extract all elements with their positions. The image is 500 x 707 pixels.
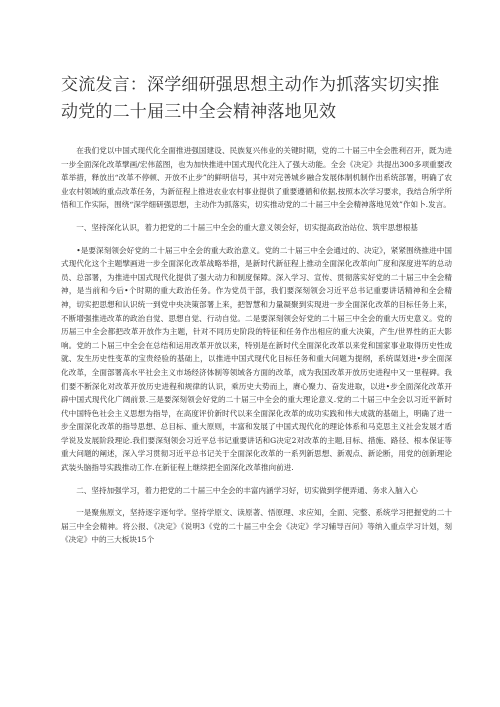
section-2-body: 一是聚焦原文，坚持逐字逐句学。坚持学原文、读原著、悟原理、求应知，全面、完整、系统学习把握党的二十届三中全会精神。将公报、《决定》《说明3《党的二十届三中全会《决定》学习辅导百问》等纳入重点学习计划，刻《决定》中的三大板块15个 <box>61 508 452 545</box>
document-title: 交流发言：深学细研强思想主动作为抓落实切实推动党的二十届三中全会精神落地见效 <box>61 75 440 122</box>
section-1-body: •是要深刻领会好党的二十届三中全会的重大政治意义。党的二十届三中全会通过的、决定》，紧紧围绕推进中国式现代化这个主题擘画进一步全面深化改革战略举措，是新时代新征程上推动全面深化改革向广度和深度进军的总动员、总部署，为推进中国式现代化提供了强大动力和制度保障。深入学习、宣传、贯彻落实好党的二十届三中全会精神，是当前和今后•个时期的重大政治任务。作为党员干部，我们要深刻领会习近平总书记重要讲话精神和全会精神，切实把思想和认识统一到党中央决策部署上来，把智慧和力量凝聚到实现进一步全面深化改革的目标任务上来，不断增强推进改革的政治自觉、思想自觉、行动自觉。二是要深刻领会好党的二十届三中全会的重大历史意义。党的历届三中全会都把改革开放作为主题，针对不同历史阶段的特征和任务作出相应的重大决策，产生/世界性的正大影响。党的二卜届三中全会在总结和运用改革开放以来，特别是在新时代全面深化改革以来党和国家事业取得历史性成就、发生历史性变革的宝贵经验的基础上，以推进中国式现代化目标任务和重大问题为提纲，系统谋划进•步全面深化改革，全面部署高水平社会主义市场经济体制等领域各方面的改革，成为我国改革开放历史进程中又一里程碑。我们要不断深化对改革开放历史进程和规律的认识，乘历史大势而上，赓心聚力、奋发进取，以进•步全面深化改革开辟中国式现代化广阔前景.三是要深刻领会好党的二十届三中全会的重大理论意义.党的二十届三中全会以习近平新时代中国特色社会主义思想为指导，在高度评价新时代以来全面深化改革的成功实践和伟大成就的基础上，明确了进一步全面深化改革的指导思想、总目标、重大原则，丰富和发展了中国式现代化的理论体系和马克思主义社会发展才盾学说及发展阶段理论.我们要深刻领会习近平总书记重要讲话和G决定2对改革的主题,目标、措施、路径、根本保证等重大问题的阐述，深入学习贯彻习近平总书记关于全面深化改革的一系列新思想、新观点、新论断，用党的创新理论武装头脑指导实践推动工作.在新征程上继续把全面深化改革推向前进. <box>61 245 452 473</box>
intro-paragraph: 在我们党以中国式现代化全面推进强国建设、民族复兴伟业的关键时期，党的二十届三中全会胜利召开，既为进一步全面深化改革擘画/宏伟蓝图，也为加快推进中国式现代化注入了强大动能。全会《决定》共提出300多项重要改革举措，释放出“改革不停顿、开放不止步”的鲜明信号，其中对完善城乡融合发展体制机制作出系统部署，明确了农业农村领域的重点改革任务，为新征程上推进农业农村事业提供了重要遵循和依据,按照本次学习要求，我结合所学所悟和工作实际，围绕“深学细研强思想，主动作为抓落实，切实推动党的二十届三中全会精神落地见效”作如卜.发言。 <box>61 146 452 210</box>
section-heading-1: 一、坚持深化认识，着力把党的二十届三中全会的重大意义领会好，切实提高政治站位、筑牢思想根基 <box>76 222 418 232</box>
section-heading-2: 二、坚持加强学习，着力把党的二十届三中全会的丰富内涵学习好，切实做到学便弄通、务求入脑入心 <box>76 485 418 495</box>
